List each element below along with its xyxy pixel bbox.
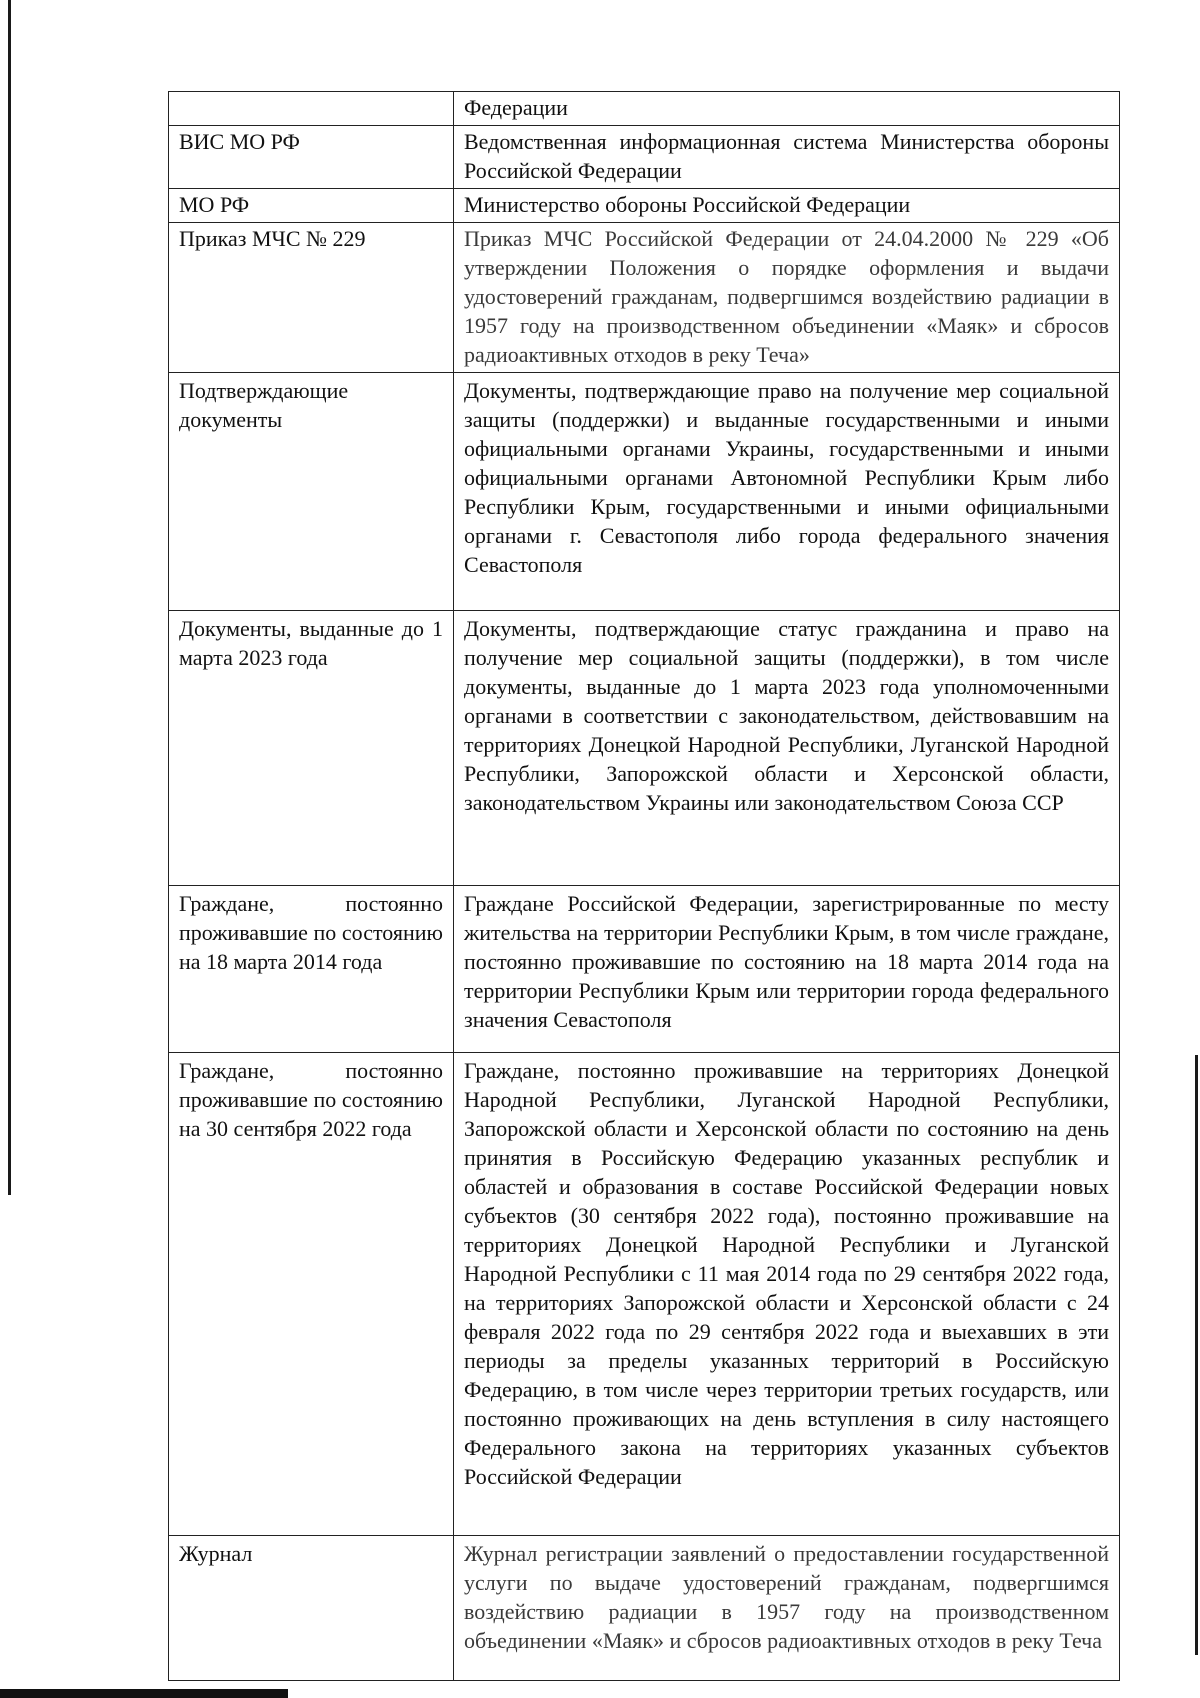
table-row xyxy=(169,189,1120,223)
term-cell: Граждане, постоянно проживавшие по состоянию на 18 марта 2014 года xyxy=(169,886,454,1053)
term-cell: Журнал xyxy=(169,1536,454,1681)
term-cell: МО РФ xyxy=(169,189,454,223)
definition-cell: Приказ МЧС Российской Федерации от 24.04.2000 № 229 «Об утверждении Положения о порядке оформления и выдачи удостоверений гражданам, подвергшимся воздействию радиации в 1957 году на производственном объединении «Маяк» и сбросов радиоактивных отходов в реку Теча» xyxy=(454,223,1120,373)
definition-cell: Документы, подтверждающие статус гражданина и право на получение мер социальной защиты (поддержки), в том числе документы, выданные до 1 марта 2023 года уполномоченными органами в соответствии с законодательством, действовавшим на территориях Донецкой Народной Республики, Луганской Народной Республики, Запорожской области и Херсонской области, законодательством Украины или законодательством Союза ССР xyxy=(454,611,1120,886)
table-row xyxy=(169,611,1120,886)
term-cell xyxy=(169,92,454,126)
definition-cell: Федерации xyxy=(454,92,1120,126)
term-cell: Документы, выданные до 1 марта 2023 года xyxy=(169,611,454,886)
table-row xyxy=(169,92,1120,126)
term-cell: Приказ МЧС № 229 xyxy=(169,223,454,373)
table-row xyxy=(169,223,1120,373)
definition-cell: Граждане Российской Федерации, зарегистрированные по месту жительства на территории Республики Крым, в том числе граждане, постоянно проживавшие по состоянию на 18 марта 2014 года на территории Республики Крым или территории города федерального значения Севастополя xyxy=(454,886,1120,1053)
abbreviations-table xyxy=(168,91,1120,1681)
term-cell: Граждане, постоянно проживавшие по состоянию на 30 сентября 2022 года xyxy=(169,1053,454,1536)
definition-cell: Журнал регистрации заявлений о предоставлении государственной услуги по выдаче удостоверений гражданам, подвергшимся воздействию радиации в 1957 году на производственном объединении «Маяк» и сбросов радиоактивных отходов в реку Теча xyxy=(454,1536,1120,1681)
definition-cell: Граждане, постоянно проживавшие на территориях Донецкой Народной Республики, Луганской Народной Республики, Запорожской области и Херсонской области по состоянию на день принятия в Российскую Федерацию указанных республик и областей и образования в составе Российской Федерации новых субъектов (30 сентября 2022 года), постоянно проживавшие на территориях Донецкой Народной Республики и Луганской Народной Республики с 11 мая 2014 года по 29 сентября 2022 года, на территориях Запорожской области и Херсонской области с 24 февраля 2022 года по 29 сентября 2022 года и выехавших в эти периоды за пределы указанных территорий в Российскую Федерацию, в том числе через территории третьих государств, или постоянно проживающих на день вступления в силу настоящего Федерального закона на территориях указанных субъектов Российской Федерации xyxy=(454,1053,1120,1536)
definition-cell: Министерство обороны Российской Федерации xyxy=(454,189,1120,223)
table-row xyxy=(169,886,1120,1053)
table-row xyxy=(169,1536,1120,1681)
scan-edge-right xyxy=(1195,1055,1198,1655)
term-cell: Подтверждающие документы xyxy=(169,373,454,611)
table-row xyxy=(169,126,1120,189)
scan-edge-bottom xyxy=(0,1689,288,1698)
definition-cell: Документы, подтверждающие право на получение мер социальной защиты (поддержки) и выданные государственными и иными официальными органами Украины, государственными и иными официальными органами Автономной Республики Крым либо Республики Крым, государственными и иными официальными органами г. Севастополя либо города федерального значения Севастополя xyxy=(454,373,1120,611)
definition-cell: Ведомственная информационная система Министерства обороны Российской Федерации xyxy=(454,126,1120,189)
term-cell: ВИС МО РФ xyxy=(169,126,454,189)
scan-edge-left xyxy=(8,0,11,1195)
table-row xyxy=(169,1053,1120,1536)
table-row xyxy=(169,373,1120,611)
